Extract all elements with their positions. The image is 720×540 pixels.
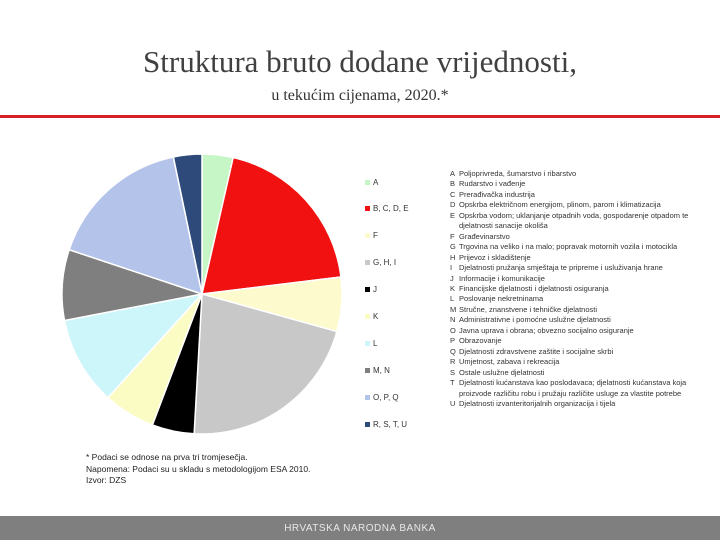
sector-row	[450, 347, 712, 357]
sector-description: Prijevoz i skladištenje	[459, 252, 531, 262]
sector-description: Poslovanje nekretninama	[459, 294, 544, 304]
slide-subtitle: u tekućim cijenama, 2020.*	[271, 87, 449, 104]
sector-code: K	[450, 283, 456, 293]
sector-code: D	[450, 200, 456, 210]
sector-code: L	[450, 294, 455, 304]
sector-description: Djelatnosti kućanstava kao poslodavaca; djelatnosti kućanstava koja proizvode različitu robu i pružaju različite usluge za vlastite potrebe	[459, 378, 687, 398]
legend-label: L	[373, 338, 378, 348]
sector-row	[450, 315, 712, 325]
sector-description: Djelatnosti pružanja smještaja te pripreme i usluživanja hrane	[459, 263, 663, 273]
legend-swatch	[365, 287, 370, 292]
sector-code: E	[450, 210, 456, 220]
legend-label: B, C, D, E	[373, 204, 409, 214]
legend-item	[365, 230, 378, 242]
legend-label: J	[373, 285, 377, 295]
sector-description: Informacije i komunikacije	[459, 273, 545, 283]
sector-description: Umjetnost, zabava i rekreacija	[459, 357, 560, 367]
legend-item	[365, 284, 377, 296]
sector-row	[450, 263, 712, 273]
sector-description: Opskrba električnom energijom, plinom, parom i klimatizacija	[459, 200, 661, 210]
footnote-source: Izvor: DZS	[86, 475, 127, 485]
legend-swatch	[365, 206, 370, 211]
legend-swatch	[365, 395, 370, 400]
legend-label: A	[373, 177, 379, 187]
sector-description: Rudarstvo i vađenje	[459, 179, 526, 189]
sector-description: Ostale uslužne djelatnosti	[459, 367, 545, 377]
legend-item	[365, 257, 396, 269]
legend-label: F	[373, 231, 378, 241]
sector-code: G	[450, 242, 456, 252]
sector-code: H	[450, 252, 456, 262]
legend-label: K	[373, 312, 379, 321]
sector-description: Poljoprivreda, šumarstvo i ribarstvo	[459, 169, 577, 178]
sector-row	[450, 253, 712, 263]
sector-description: Djelatnosti zdravstvene zaštite i socijalne skrbi	[459, 346, 614, 356]
sector-row	[450, 284, 712, 294]
legend-item	[365, 337, 377, 349]
sector-code: T	[450, 378, 455, 388]
sector-code: N	[450, 315, 456, 325]
sector-code: S	[450, 367, 456, 377]
sector-code: J	[450, 273, 454, 283]
sector-description: Prerađivačka industrija	[459, 189, 535, 199]
sector-row	[450, 294, 712, 304]
legend-item	[365, 418, 407, 430]
legend-swatch	[365, 233, 370, 238]
legend-item	[365, 203, 409, 215]
sector-row	[450, 326, 712, 336]
sector-description: Trgovina na veliko i na malo; popravak motornih vozila i motocikla	[459, 242, 678, 252]
sector-row	[450, 242, 712, 252]
sector-code: Q	[450, 346, 456, 356]
sector-description: Stručne, znanstvene i tehničke djelatnosti	[459, 304, 597, 314]
sector-row	[450, 190, 712, 200]
sector-description: Administrativne i pomoćne uslužne djelatnosti	[459, 315, 611, 325]
sector-code: I	[450, 263, 453, 273]
legend-swatch	[365, 314, 370, 319]
legend-label: G, H, I	[373, 258, 397, 268]
sector-code: B	[450, 179, 456, 189]
legend-label: R, S, T, U	[373, 419, 408, 429]
sector-row	[450, 200, 712, 210]
sector-row	[450, 169, 712, 179]
sector-description: Opskrba vodom; uklanjanje otpadnih voda, gospodarenje otpadom te djelatnosti sanacije okoliša	[459, 210, 689, 231]
legend-swatch	[365, 422, 370, 427]
legend-item	[365, 311, 378, 323]
sector-row	[450, 368, 712, 378]
sector-description: Javna uprava i obrana; obvezno socijalno osiguranje	[459, 325, 634, 335]
sector-row	[450, 274, 712, 284]
sector-row	[450, 179, 712, 189]
sector-row	[450, 211, 712, 232]
legend-item	[365, 391, 399, 403]
sector-description: Obrazovanje	[459, 336, 502, 346]
legend-swatch	[365, 368, 370, 373]
legend-swatch	[365, 341, 370, 346]
footnote-period: * Podaci se odnose na prva tri tromjesečja.	[86, 452, 248, 462]
footnotes	[86, 452, 310, 487]
legend-item	[365, 176, 378, 188]
sector-row	[450, 378, 712, 399]
pie-chart	[62, 154, 342, 434]
sector-description: Financijske djelatnosti i djelatnosti osiguranja	[459, 283, 609, 293]
sector-code: M	[450, 304, 457, 314]
sector-row	[450, 399, 712, 409]
footer-brand: HRVATSKA NARODNA BANKA	[284, 522, 436, 534]
sector-row	[450, 305, 712, 315]
sector-code: C	[450, 189, 456, 199]
sector-description: Građevinarstvo	[459, 231, 510, 241]
legend-swatch	[365, 260, 370, 265]
sector-code: O	[450, 325, 456, 335]
sector-code: U	[450, 398, 456, 408]
sector-code: F	[450, 231, 455, 241]
legend-swatch	[365, 180, 370, 185]
sector-code: A	[450, 169, 456, 178]
sector-code: R	[450, 357, 456, 367]
footer-bar	[0, 516, 720, 540]
sector-description: Djelatnosti izvanteritorijalnih organizacija i tijela	[459, 398, 616, 408]
footnote-methodology: Napomena: Podaci su u skladu s metodologijom ESA 2010.	[86, 463, 311, 474]
sector-code-list	[450, 169, 712, 409]
sector-code: P	[450, 336, 456, 346]
sector-row	[450, 357, 712, 367]
legend-label: M, N	[373, 365, 390, 375]
legend-label: O, P, Q	[373, 392, 399, 402]
sector-row	[450, 336, 712, 346]
sector-row	[450, 232, 712, 242]
legend-item	[365, 364, 390, 376]
slide-title: Struktura bruto dodane vrijednosti,	[143, 44, 577, 79]
title-divider	[0, 115, 720, 118]
